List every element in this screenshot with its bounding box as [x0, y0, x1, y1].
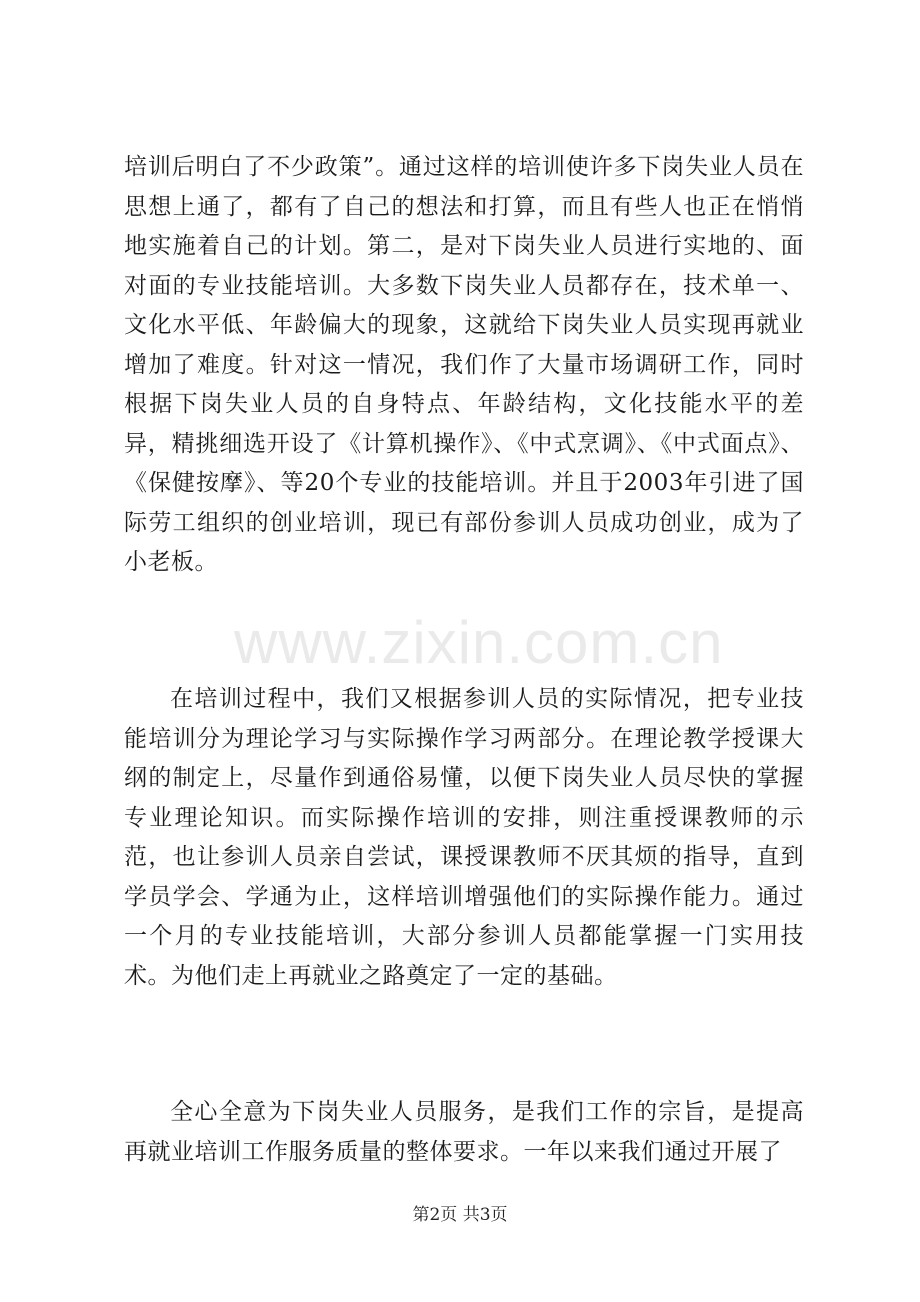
paragraph-1: 培训后明白了不少政策”。通过这样的培训使许多下岗失业人员在思想上通了，都有了自己的想法和打算，而且有些人也正在悄悄地实施着自己的计划。第二，是对下岗失业人员进行实地的、面对面的专业技能培训。大多数下岗失业人员都存在，技术单一、文化水平低、年龄偏大的现象，这就给下岗失业人员实现再就业增加了难度。针对这一情况，我们作了大量市场调研工作，同时根据下岗失业人员的自身特点、年龄结构，文化技能水平的差异，精挑细选开设了《计算机操作》、《中式烹调》、《中式面点》、《保健按摩》、等20个专业的技能培训。并且于2003年引进了国际劳工组织的创业培训，现已有部份参训人员成功创业，成为了小老板。 [124, 154, 804, 575]
watermark: www.zixin.com.cn [234, 609, 724, 676]
paragraph-3: 全心全意为下岗失业人员服务，是我们工作的宗旨，是提高再就业培训工作服务质量的整体要求。一年以来我们通过开展了 [124, 1099, 804, 1165]
paragraph-2: 在培训过程中，我们又根据参训人员的实际情况，把专业技能培训分为理论学习与实际操作学习两部分。在理论教学授课大纲的制定上，尽量作到通俗易懂，以便下岗失业人员尽快的掌握专业理论知识。而实际操作培训的安排，则注重授课教师的示范，也让参训人员亲自尝试，课授课教师不厌其烦的指导，直到学员学会、学通为止，这样培训增强他们的实际操作能力。通过一个月的专业技能培训，大部分参训人员都能掌握一门实用技术。为他们走上再就业之路奠定了一定的基础。 [124, 686, 804, 989]
page-footer: 第2页 共3页 [412, 1205, 508, 1225]
